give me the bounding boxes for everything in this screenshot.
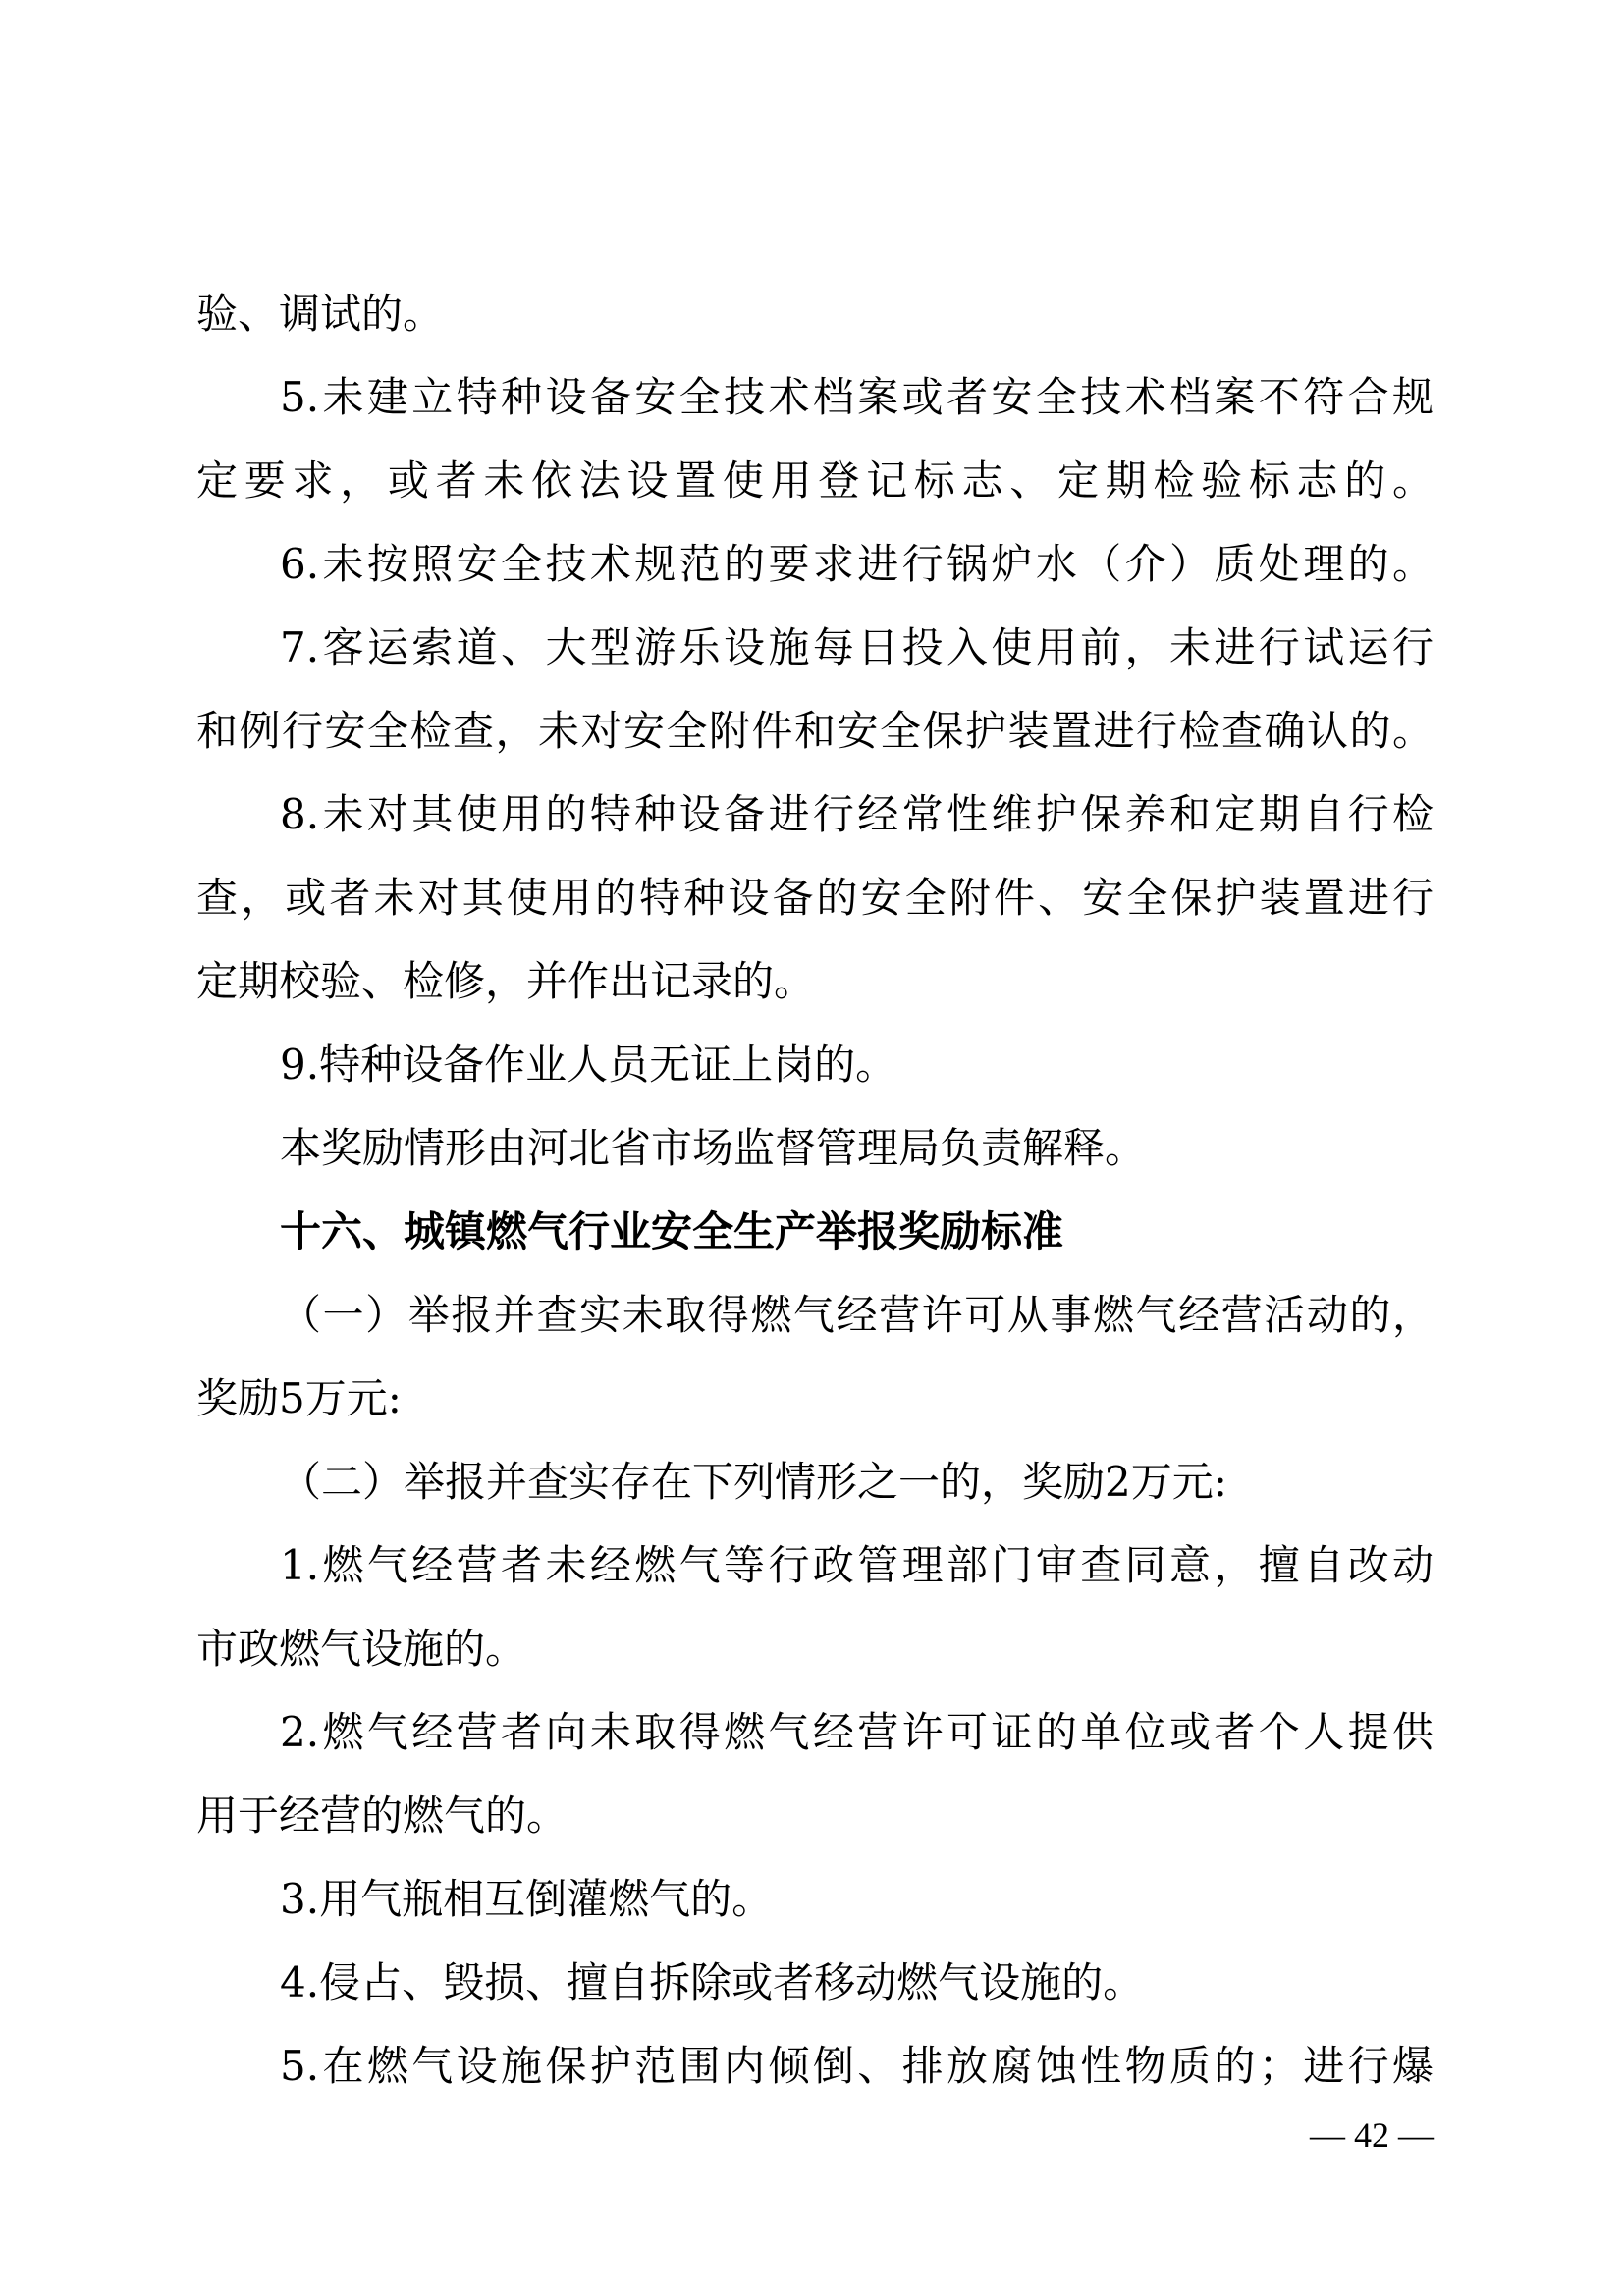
- text-line-8: 查，或者未对其使用的特种设备的安全附件、安全保护装置进行: [196, 874, 1434, 922]
- text-line-14: 奖励5万元:: [196, 1374, 402, 1422]
- text-line-2: 5.未建立特种设备安全技术档案或者安全技术档案不符合规: [280, 373, 1434, 421]
- text-line-17: 市政燃气设施的。: [196, 1625, 527, 1673]
- text-line-5: 7.客运索道、大型游乐设施每日投入使用前，未进行试运行: [280, 623, 1434, 671]
- text-line-11: 本奖励情形由河北省市场监督管理局负责解释。: [280, 1124, 1147, 1172]
- text-line-13: （一）举报并查实未取得燃气经营许可从事燃气经营活动的，: [280, 1291, 1434, 1339]
- page-number: — 42 —: [1310, 2115, 1434, 2155]
- text-line-21: 4.侵占、毁损、擅自拆除或者移动燃气设施的。: [280, 1958, 1145, 2006]
- text-line-16: 1.燃气经营者未经燃气等行政管理部门审查同意，擅自改动: [280, 1541, 1434, 1589]
- text-line-22: 5.在燃气设施保护范围内倾倒、排放腐蚀性物质的；进行爆: [280, 2042, 1434, 2090]
- text-line-3: 定要求，或者未依法设置使用登记标志、定期检验标志的。: [196, 456, 1434, 505]
- text-line-9: 定期校验、检修，并作出记录的。: [196, 957, 816, 1005]
- text-line-1: 验、调试的。: [196, 290, 445, 338]
- text-line-7: 8.未对其使用的特种设备进行经常性维护保养和定期自行检: [280, 790, 1434, 838]
- text-line-10: 9.特种设备作业人员无证上岗的。: [280, 1041, 897, 1089]
- text-line-18: 2.燃气经营者向未取得燃气经营许可证的单位或者个人提供: [280, 1708, 1434, 1756]
- text-line-4: 6.未按照安全技术规范的要求进行锅炉水（介）质处理的。: [280, 540, 1434, 588]
- section-heading: 十六、城镇燃气行业安全生产举报奖励标准: [280, 1207, 1064, 1255]
- text-line-19: 用于经营的燃气的。: [196, 1791, 568, 1840]
- text-line-20: 3.用气瓶相互倒灌燃气的。: [280, 1875, 774, 1923]
- text-line-6: 和例行安全检查，未对安全附件和安全保护装置进行检查确认的。: [196, 707, 1434, 755]
- text-line-15: （二）举报并查实存在下列情形之一的，奖励2万元:: [280, 1458, 1227, 1506]
